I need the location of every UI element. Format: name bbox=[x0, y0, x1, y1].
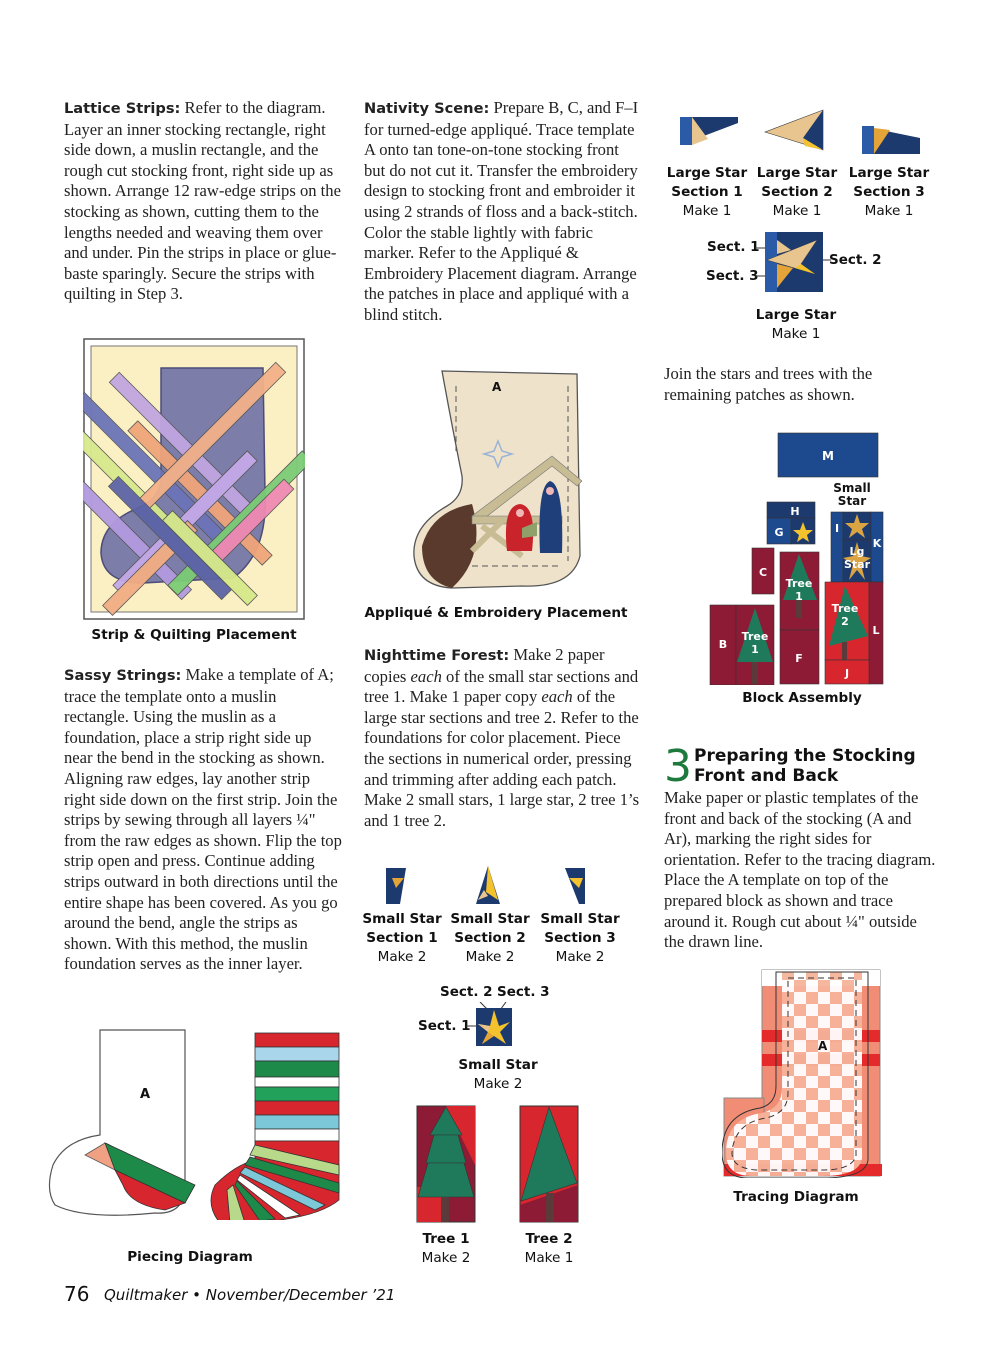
applique-caption: Appliqué & Embroidery Placement bbox=[364, 605, 628, 621]
large-star-section-1-caption: Large Star Section 1 Make 1 bbox=[666, 165, 748, 219]
sassy-strings-paragraph: Sassy Strings: Make a template of A; trace the template onto a muslin rectangle. Using the muslin as a foundation, place a strip right side up near the bend in the stocking as shown. Aligning raw edges, lay another strip right side down on the first strip. Join the strips by sewing through all layers ¼" from the raw edges as shown. Flip the top strip open and press. Continue adding strips outward in both directions until the entire shape has been covered. As you go around the bend, angle the strips as shown. With this method, the muslin foundation serves as the inner layer. bbox=[64, 665, 342, 974]
block-assembly-diagram bbox=[705, 430, 890, 685]
block-label-j: J bbox=[844, 667, 850, 680]
block-label-lg-star-2: Star bbox=[843, 558, 871, 571]
sassy-strings-heading: Sassy Strings: bbox=[64, 667, 182, 684]
block-label-tree1a-2: 1 bbox=[795, 590, 803, 603]
small-star-section-3-caption: Small Star Section 3 Make 2 bbox=[540, 911, 620, 965]
nighttime-forest-paragraph: Nighttime Forest: Make 2 paper copies each of the small star sections and tree 1. Make 1 paper copy each of the large star sections and tree 2. Refer to the foundations for color placement. Piece the sections in numerical order, pressing and trimming after adding each patch. Make 2 small stars, 1 large star, 2 tree 1’s and 1 tree 2. bbox=[364, 645, 640, 830]
large-star-block bbox=[755, 230, 831, 294]
small-star-block bbox=[466, 1002, 516, 1048]
tracing-caption: Tracing Diagram bbox=[733, 1189, 859, 1205]
large-star-section-2-shape bbox=[763, 108, 825, 152]
small-star-section-2-shape bbox=[474, 864, 502, 906]
tree-2-caption: Tree 2 Make 1 bbox=[524, 1231, 574, 1266]
piecing-label-a: A bbox=[140, 1087, 151, 1102]
piecing-diagram bbox=[45, 1025, 345, 1220]
block-label-small-star-2: Star bbox=[837, 494, 867, 508]
step-3-paragraph: Make paper or plastic templates of the front and back of the stocking (A and Ar), marking the right sides for orientation. Refer to the tracing diagram. Place the A template on top of the prepared block as shown and trace around it. Rough cut about ¼" outside the drawn line. bbox=[664, 788, 936, 952]
large-star-section-3-caption: Large Star Section 3 Make 1 bbox=[848, 165, 930, 219]
step-title: Preparing the Stocking Front and Back bbox=[694, 746, 916, 786]
step-number: 3 bbox=[664, 741, 692, 792]
page-number: 76 bbox=[64, 1282, 90, 1306]
small-star-sect3-label: Sect. 3 bbox=[497, 984, 550, 1000]
small-star-sect1-label: Sect. 1 bbox=[418, 1018, 471, 1034]
strip-quilting-diagram bbox=[83, 338, 305, 620]
block-label-tree2-2: 2 bbox=[841, 615, 849, 628]
tracing-diagram bbox=[722, 968, 882, 1178]
small-star-sect2-label: Sect. 2 bbox=[440, 984, 493, 1000]
block-label-tree1b-1: Tree bbox=[741, 630, 769, 643]
block-label-c: C bbox=[758, 566, 768, 579]
publication-line: Quiltmaker • November/December ’21 bbox=[104, 1286, 396, 1304]
small-star-caption: Small Star Make 2 bbox=[458, 1057, 538, 1092]
lattice-strips-heading: Lattice Strips: bbox=[64, 100, 181, 117]
applique-label-a: A bbox=[492, 380, 502, 394]
nativity-scene-paragraph: Nativity Scene: Prepare B, C, and F–I for turned-edge appliqué. Trace template A onto tan tone-on-tone stocking front but do not cut it. Transfer the embroidery design to stocking front and embroider it using 2 strands of floss and a back-stitch. Color the stable lightly with fabric marker. Refer to the Appliqué & Embroidery Placement diagram. Arrange the patches in place and appliqué with a blind stitch. bbox=[364, 98, 639, 324]
large-star-section-2-caption: Large Star Section 2 Make 1 bbox=[756, 165, 838, 219]
large-star-sect2-label: Sect. 2 bbox=[829, 252, 882, 268]
block-label-l: L bbox=[872, 624, 880, 637]
block-label-g: G bbox=[774, 526, 784, 539]
block-assembly-caption: Block Assembly bbox=[742, 690, 862, 706]
block-label-b: B bbox=[718, 638, 728, 651]
block-label-tree1a-1: Tree bbox=[785, 577, 813, 590]
nativity-scene-heading: Nativity Scene: bbox=[364, 100, 490, 117]
large-star-caption: Large Star Make 1 bbox=[755, 307, 837, 342]
small-star-section-3-shape bbox=[563, 866, 589, 906]
small-star-section-1-shape bbox=[384, 866, 410, 906]
large-star-section-1-shape bbox=[678, 115, 740, 147]
block-label-f: F bbox=[795, 652, 803, 665]
block-label-small-star-1: Small bbox=[833, 481, 871, 495]
tree-1-caption: Tree 1 Make 2 bbox=[421, 1231, 471, 1266]
applique-placement-diagram bbox=[412, 366, 592, 591]
block-label-tree2-1: Tree bbox=[831, 602, 859, 615]
block-label-k: K bbox=[872, 537, 882, 550]
tracing-label-a: A bbox=[818, 1039, 828, 1053]
tree-2-block bbox=[519, 1105, 579, 1223]
small-star-section-1-caption: Small Star Section 1 Make 2 bbox=[362, 911, 442, 965]
tree-1-block bbox=[416, 1105, 476, 1223]
small-star-section-2-caption: Small Star Section 2 Make 2 bbox=[450, 911, 530, 965]
strip-quilting-caption: Strip & Quilting Placement bbox=[91, 627, 297, 643]
nighttime-forest-heading: Nighttime Forest: bbox=[364, 647, 510, 664]
piecing-caption: Piecing Diagram bbox=[127, 1249, 253, 1265]
large-star-section-3-shape bbox=[860, 124, 922, 156]
join-paragraph: Join the stars and trees with the remaining patches as shown. bbox=[664, 364, 873, 404]
large-star-sect1-label: Sect. 1 bbox=[707, 239, 760, 255]
block-label-h: H bbox=[790, 505, 800, 518]
lattice-strips-paragraph: Lattice Strips: Refer to the diagram. Layer an inner stocking rectangle, right side down, a muslin rectangle, and the rough cut stocking front, right side up as shown. Arrange 12 raw-edge strips on the stocking as shown, cutting them to the lengths needed and weaving them over and under. Pin the strips in place or glue-baste sparingly. Secure the strips with quilting in Step 3. bbox=[64, 98, 341, 304]
block-label-m: M bbox=[822, 449, 834, 463]
block-label-lg-star-1: Lg bbox=[849, 545, 865, 558]
large-star-sect3-label: Sect. 3 bbox=[706, 268, 759, 284]
block-label-tree1b-2: 1 bbox=[751, 643, 759, 656]
block-label-i: I bbox=[834, 522, 840, 535]
